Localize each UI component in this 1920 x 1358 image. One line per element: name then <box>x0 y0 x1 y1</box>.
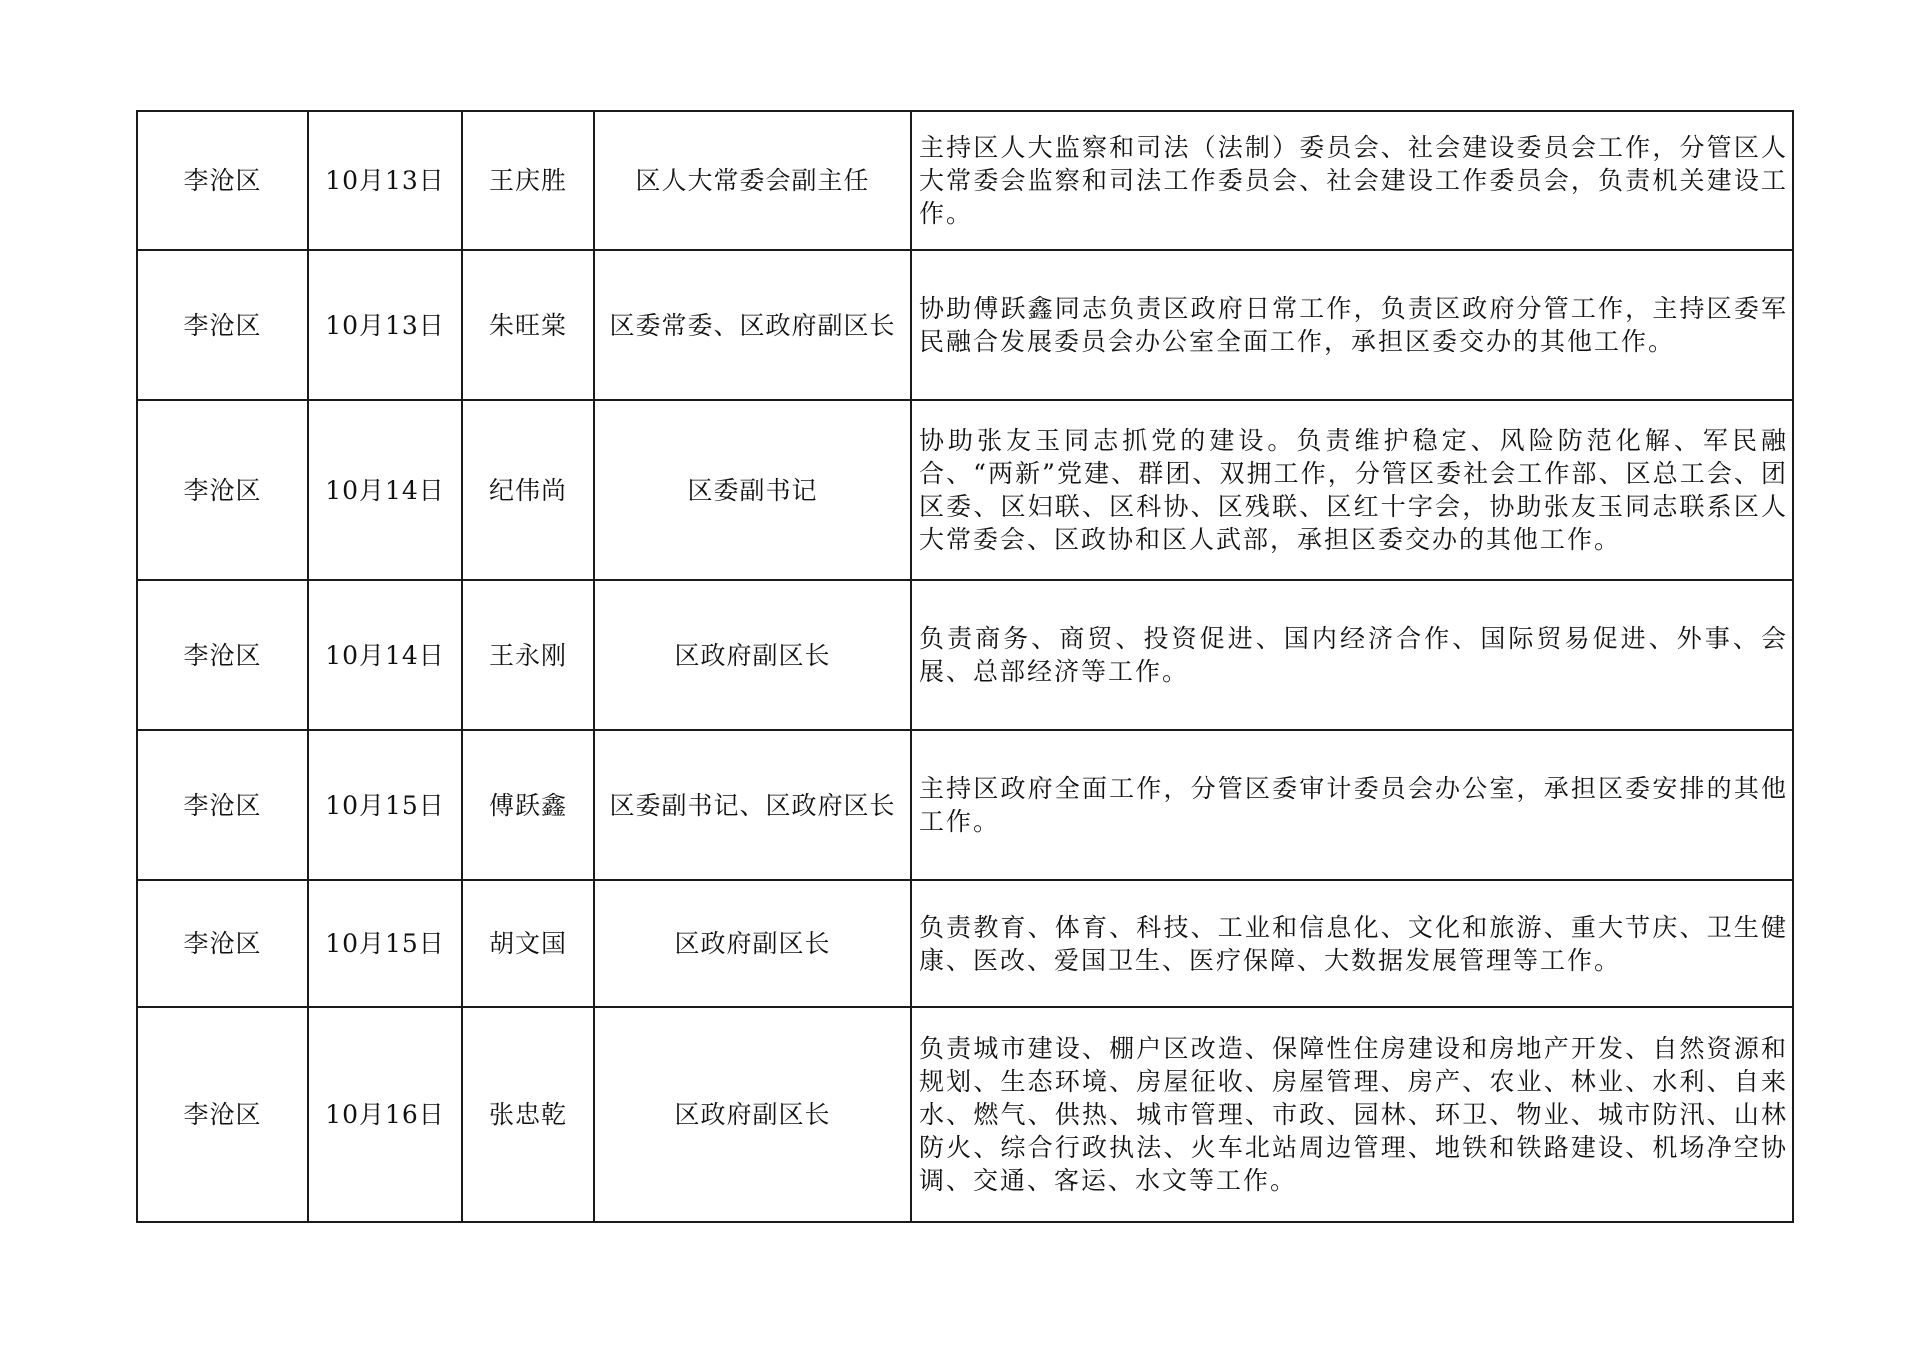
title-cell: 区政府副区长 <box>594 1007 911 1222</box>
district-cell: 李沧区 <box>137 580 308 730</box>
table-row <box>137 880 1793 1007</box>
title-cell: 区人大常委会副主任 <box>594 111 911 250</box>
title-cell: 区政府副区长 <box>594 580 911 730</box>
leader-schedule-table <box>136 110 1794 1223</box>
duties-cell: 负责商务、商贸、投资促进、国内经济合作、国际贸易促进、外事、会展、总部经济等工作。 <box>911 580 1793 730</box>
table-row <box>137 111 1793 250</box>
date-cell: 10月14日 <box>308 580 462 730</box>
district-cell: 李沧区 <box>137 1007 308 1222</box>
name-cell: 胡文国 <box>462 880 594 1007</box>
name-cell: 王庆胜 <box>462 111 594 250</box>
district-cell: 李沧区 <box>137 730 308 880</box>
name-cell: 朱旺棠 <box>462 250 594 400</box>
date-cell: 10月14日 <box>308 400 462 580</box>
duties-cell: 负责城市建设、棚户区改造、保障性住房建设和房地产开发、自然资源和规划、生态环境、房屋征收、房屋管理、房产、农业、林业、水利、自来水、燃气、供热、城市管理、市政、园林、环卫、物业、城市防汛、山林防火、综合行政执法、火车北站周边管理、地铁和铁路建设、机场净空协调、交通、客运、水文等工作。 <box>911 1007 1793 1222</box>
title-cell: 区委副书记、区政府区长 <box>594 730 911 880</box>
district-cell: 李沧区 <box>137 250 308 400</box>
title-cell: 区委副书记 <box>594 400 911 580</box>
duties-cell: 负责教育、体育、科技、工业和信息化、文化和旅游、重大节庆、卫生健康、医改、爱国卫生、医疗保障、大数据发展管理等工作。 <box>911 880 1793 1007</box>
date-cell: 10月15日 <box>308 880 462 1007</box>
date-cell: 10月15日 <box>308 730 462 880</box>
table-row <box>137 1007 1793 1222</box>
name-cell: 王永刚 <box>462 580 594 730</box>
duties-cell: 协助傅跃鑫同志负责区政府日常工作，负责区政府分管工作，主持区委军民融合发展委员会办公室全面工作，承担区委交办的其他工作。 <box>911 250 1793 400</box>
table-row <box>137 580 1793 730</box>
name-cell: 张忠乾 <box>462 1007 594 1222</box>
date-cell: 10月13日 <box>308 111 462 250</box>
date-cell: 10月16日 <box>308 1007 462 1222</box>
duties-cell: 主持区人大监察和司法（法制）委员会、社会建设委员会工作，分管区人大常委会监察和司法工作委员会、社会建设工作委员会，负责机关建设工作。 <box>911 111 1793 250</box>
title-cell: 区政府副区长 <box>594 880 911 1007</box>
title-cell: 区委常委、区政府副区长 <box>594 250 911 400</box>
date-cell: 10月13日 <box>308 250 462 400</box>
district-cell: 李沧区 <box>137 400 308 580</box>
table-row <box>137 400 1793 580</box>
duties-cell: 协助张友玉同志抓党的建设。负责维护稳定、风险防范化解、军民融合、“两新”党建、群团、双拥工作，分管区委社会工作部、区总工会、团区委、区妇联、区科协、区残联、区红十字会，协助张友玉同志联系区人大常委会、区政协和区人武部，承担区委交办的其他工作。 <box>911 400 1793 580</box>
name-cell: 傅跃鑫 <box>462 730 594 880</box>
district-cell: 李沧区 <box>137 880 308 1007</box>
table-row <box>137 250 1793 400</box>
name-cell: 纪伟尚 <box>462 400 594 580</box>
table-row <box>137 730 1793 880</box>
district-cell: 李沧区 <box>137 111 308 250</box>
duties-cell: 主持区政府全面工作，分管区委审计委员会办公室，承担区委安排的其他工作。 <box>911 730 1793 880</box>
